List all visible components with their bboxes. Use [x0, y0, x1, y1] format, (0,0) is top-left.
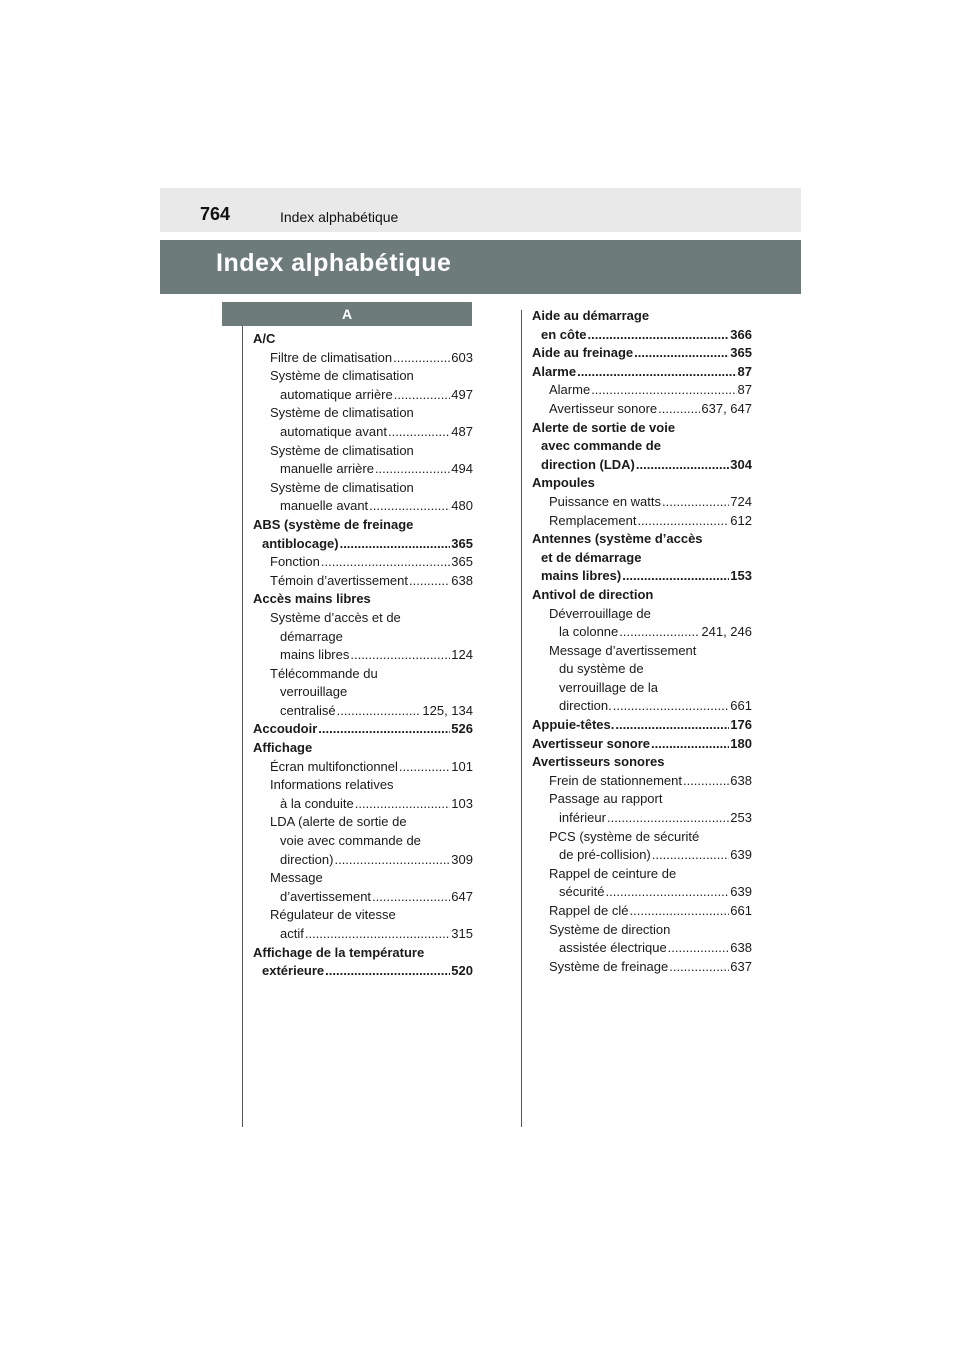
dot-leader — [325, 962, 450, 981]
index-entry-page: 603 — [451, 349, 473, 365]
index-entry — [532, 456, 752, 475]
index-entry-text: Rappel de ceinture de — [549, 865, 677, 881]
index-entry-text: direction) — [280, 851, 334, 867]
dot-leader — [305, 925, 450, 944]
index-entry — [253, 758, 473, 777]
index-entry — [532, 642, 752, 661]
index-entry-text: direction. — [559, 698, 612, 714]
index-entry — [253, 516, 473, 535]
index-entry-text: Aide au freinage — [532, 345, 634, 361]
index-entry-text: Rappel de clé — [549, 903, 629, 918]
index-entry-page: 304 — [730, 456, 752, 472]
dot-leader — [369, 497, 450, 516]
letter-section-header: A — [222, 302, 472, 326]
index-entry-page: 639 — [730, 847, 752, 863]
dot-leader — [662, 493, 729, 512]
index-entry — [532, 697, 752, 716]
index-entry — [532, 809, 752, 828]
index-entry — [532, 958, 752, 977]
index-entry-page: 638 — [730, 940, 752, 956]
index-entry-page: 661 — [730, 698, 752, 714]
page-header-bar — [160, 188, 801, 232]
index-entry-text: Régulateur de vitesse — [270, 907, 396, 923]
index-entry-page: 365 — [451, 535, 473, 551]
index-entry-text: manuelle arrière — [280, 461, 374, 477]
index-entry — [532, 939, 752, 958]
index-entry-page: 180 — [730, 735, 752, 751]
dot-leader — [613, 697, 730, 716]
dot-leader — [388, 423, 450, 442]
index-entry — [532, 772, 752, 791]
index-entry — [532, 902, 752, 921]
index-entry — [532, 567, 752, 586]
index-entry — [532, 419, 752, 438]
dot-leader — [668, 939, 730, 958]
index-entry-text: Alerte de sortie de voie — [532, 419, 676, 435]
index-entry-text: A/C — [253, 331, 276, 346]
column-divider-left — [242, 310, 243, 1127]
index-entry-page: 124 — [451, 647, 473, 663]
index-entry-text: Système de climatisation — [270, 442, 414, 458]
index-entry-page: 365 — [730, 345, 752, 361]
index-entry — [253, 572, 473, 591]
index-entry-text: Frein de stationnement — [549, 772, 682, 788]
index-entry — [253, 386, 473, 405]
index-entry-page: 637, 647 — [701, 400, 752, 416]
index-entry — [532, 865, 752, 884]
dot-leader — [619, 623, 700, 642]
index-entry-page: 103 — [451, 795, 473, 811]
dot-leader — [651, 735, 729, 754]
index-entry-page: 366 — [730, 326, 752, 342]
index-entry — [253, 646, 473, 665]
index-entry-text: automatique avant — [280, 423, 387, 439]
dot-leader — [634, 344, 729, 363]
index-entry — [532, 381, 752, 400]
index-entry-text: sécurité — [559, 884, 605, 900]
dot-leader — [607, 809, 729, 828]
running-header-title: Index alphabétique — [280, 209, 399, 225]
dot-leader — [350, 646, 450, 665]
dot-leader — [615, 716, 729, 735]
index-entry-text: direction (LDA) — [541, 456, 635, 472]
index-entry — [253, 702, 473, 721]
index-entry-text: Antennes (système d’accès — [532, 531, 703, 547]
index-entry-text: Accès mains libres — [253, 591, 371, 607]
index-entry-text: Message — [270, 870, 323, 886]
index-entry-text: actif — [280, 926, 304, 941]
index-entry — [253, 665, 473, 684]
index-entry-text: Alarme — [549, 382, 591, 398]
index-entry-text: verrouillage — [280, 684, 348, 700]
index-entry-text: Filtre de climatisation — [270, 349, 393, 365]
index-entry-text: Avertisseur sonore — [549, 400, 658, 416]
dot-leader — [321, 553, 450, 572]
index-entry — [253, 851, 473, 870]
index-entry-page: 494 — [451, 461, 473, 477]
index-entry-text: Avertisseur sonore — [532, 735, 651, 751]
index-entry — [532, 586, 752, 605]
index-entry — [532, 716, 752, 735]
index-entry — [253, 906, 473, 925]
dot-leader — [669, 958, 729, 977]
index-entry-text: Passage au rapport — [549, 791, 663, 807]
dot-leader — [683, 772, 729, 791]
index-entry — [532, 512, 752, 531]
index-entry-text: Antivol de direction — [532, 586, 654, 602]
index-entry-text: à la conduite — [280, 795, 354, 811]
index-entry — [253, 367, 473, 386]
index-entry — [532, 493, 752, 512]
index-entry-page: 487 — [451, 423, 473, 439]
index-entry — [253, 869, 473, 888]
index-entry-text: Système de freinage — [549, 958, 669, 974]
index-column-left — [253, 330, 473, 981]
index-entry — [253, 739, 473, 758]
index-entry-page: 526 — [451, 721, 473, 737]
dot-leader — [394, 386, 451, 405]
index-entry — [532, 735, 752, 754]
index-entry — [253, 497, 473, 516]
column-divider-middle — [521, 310, 522, 1127]
index-entry — [253, 349, 473, 368]
index-entry-text: en côte — [541, 326, 587, 342]
index-entry-text: manuelle avant — [280, 498, 369, 514]
index-entry-page: 480 — [451, 498, 473, 514]
index-entry — [532, 679, 752, 698]
index-entry-text: Système de climatisation — [270, 479, 414, 495]
index-entry-text: verrouillage de la — [559, 679, 659, 695]
index-entry-text: de pré-collision) — [559, 847, 651, 863]
index-entry-text: Informations relatives — [270, 777, 394, 793]
index-entry-text: et de démarrage — [541, 549, 642, 565]
dot-leader — [577, 363, 736, 382]
dot-leader — [318, 720, 450, 739]
index-entry — [532, 326, 752, 345]
index-entry-page: 87 — [737, 363, 752, 379]
index-entry — [253, 330, 473, 349]
index-entry-text: LDA (alerte de sortie de — [270, 814, 407, 830]
index-entry — [532, 883, 752, 902]
index-entry-text: ABS (système de freinage — [253, 516, 414, 532]
index-entry — [532, 921, 752, 940]
index-entry-text: la colonne — [559, 624, 619, 640]
index-entry-text: Remplacement — [549, 512, 637, 528]
dot-leader — [606, 883, 730, 902]
index-entry-page: 647 — [451, 888, 473, 904]
index-entry-text: Aide au démarrage — [532, 308, 650, 323]
index-entry — [253, 423, 473, 442]
index-entry — [253, 553, 473, 572]
index-entry-text: inférieur — [559, 810, 606, 826]
index-entry — [532, 530, 752, 549]
index-entry-page: 153 — [730, 568, 752, 584]
index-entry-text: automatique arrière — [280, 386, 393, 402]
page-number: 764 — [200, 204, 231, 224]
index-entry-text: Affichage — [253, 740, 313, 756]
index-entry-page: 101 — [451, 758, 473, 774]
dot-leader — [393, 349, 450, 368]
dot-leader — [636, 456, 729, 475]
index-entry-text: Système d’accès et de — [270, 609, 401, 625]
index-entry-page: 638 — [451, 572, 473, 588]
index-entry — [532, 437, 752, 456]
index-entry-text: mains libres) — [541, 568, 622, 584]
dot-leader — [375, 460, 450, 479]
index-entry-text: d’avertissement — [280, 888, 372, 904]
index-entry-text: Affichage de la température — [253, 944, 425, 960]
index-entry — [532, 474, 752, 493]
index-entry — [253, 813, 473, 832]
index-entry — [253, 832, 473, 851]
index-entry-page: 661 — [730, 903, 752, 918]
index-entry-text: Déverrouillage de — [549, 605, 651, 621]
index-entry — [253, 888, 473, 907]
page-title: Index alphabétique — [216, 249, 452, 277]
dot-leader — [334, 851, 450, 870]
index-entry — [532, 753, 752, 772]
index-entry — [253, 460, 473, 479]
index-entry-text: Système de climatisation — [270, 368, 414, 384]
dot-leader — [637, 512, 729, 531]
dot-leader — [399, 758, 450, 777]
dot-leader — [372, 888, 450, 907]
dot-leader — [630, 902, 730, 921]
index-entry-text: assistée électrique — [559, 940, 667, 956]
index-entry-text: Système de climatisation — [270, 405, 414, 421]
index-entry-text: voie avec commande de — [280, 833, 421, 849]
index-entry — [253, 628, 473, 647]
index-entry-text: Accoudoir — [253, 721, 318, 737]
index-entry-text: Écran multifonctionnel — [270, 758, 398, 774]
index-entry-page: 638 — [730, 772, 752, 788]
dot-leader — [591, 381, 736, 400]
index-entry — [253, 683, 473, 702]
index-entry-text: Témoin d’avertissement — [270, 572, 408, 588]
index-entry-page: 520 — [451, 963, 473, 979]
dot-leader — [622, 567, 729, 586]
index-entry-text: Alarme — [532, 363, 577, 379]
index-entry — [253, 776, 473, 795]
index-entry-text: PCS (système de sécurité — [549, 828, 700, 844]
index-entry — [253, 795, 473, 814]
index-entry-text: Fonction — [270, 554, 320, 570]
index-entry — [253, 925, 473, 944]
index-entry — [532, 846, 752, 865]
index-entry-page: 309 — [451, 851, 473, 867]
index-entry — [532, 828, 752, 847]
index-entry — [253, 590, 473, 609]
index-entry — [253, 720, 473, 739]
index-entry-page: 253 — [730, 810, 752, 826]
index-entry-text: Avertisseurs sonores — [532, 754, 665, 770]
index-entry-text: extérieure — [262, 963, 325, 979]
index-entry-text: démarrage — [280, 628, 343, 644]
index-entry — [253, 404, 473, 423]
index-entry-page: 87 — [737, 382, 752, 398]
dot-leader — [658, 400, 700, 419]
index-entry — [532, 623, 752, 642]
dot-leader — [355, 795, 451, 814]
index-entry-text: Système de direction — [549, 921, 671, 937]
index-entry-page: 125, 134 — [422, 702, 473, 718]
index-entry-text: Puissance en watts — [549, 493, 662, 509]
index-entry — [532, 660, 752, 679]
dot-leader — [588, 326, 730, 345]
index-entry-page: 639 — [730, 884, 752, 900]
dot-leader — [337, 702, 422, 721]
index-entry-text: Appuie-têtes. — [532, 717, 615, 733]
index-entry — [253, 962, 473, 981]
index-entry-page: 612 — [730, 512, 752, 528]
index-entry — [253, 609, 473, 628]
index-entry-text: avec commande de — [541, 438, 661, 454]
index-entry-page: 365 — [451, 554, 473, 570]
index-entry-page: 637 — [730, 958, 752, 974]
index-entry — [253, 944, 473, 963]
index-entry — [532, 307, 752, 326]
index-entry — [532, 363, 752, 382]
index-entry-text: Ampoules — [532, 475, 595, 491]
index-entry-page: 724 — [730, 493, 752, 509]
index-entry-text: mains libres — [280, 647, 350, 663]
index-entry — [532, 605, 752, 624]
dot-leader — [652, 846, 730, 865]
index-entry-page: 176 — [730, 717, 752, 733]
index-entry-page: 241, 246 — [701, 624, 752, 640]
dot-leader — [409, 572, 450, 591]
index-column-right — [532, 307, 752, 976]
index-entry-text: du système de — [559, 661, 644, 677]
index-entry — [532, 790, 752, 809]
index-entry-text: antiblocage) — [262, 535, 339, 551]
index-entry-page: 315 — [451, 926, 473, 941]
index-entry — [253, 535, 473, 554]
index-entry — [532, 344, 752, 363]
index-entry-text: Télécommande du — [270, 665, 378, 681]
index-entry — [253, 479, 473, 498]
index-entry-text: Message d’avertissement — [549, 642, 697, 658]
index-entry — [253, 442, 473, 461]
dot-leader — [340, 535, 451, 554]
index-entry — [532, 400, 752, 419]
index-entry — [532, 549, 752, 568]
index-entry-page: 497 — [451, 386, 473, 402]
index-entry-text: centralisé — [280, 702, 336, 718]
